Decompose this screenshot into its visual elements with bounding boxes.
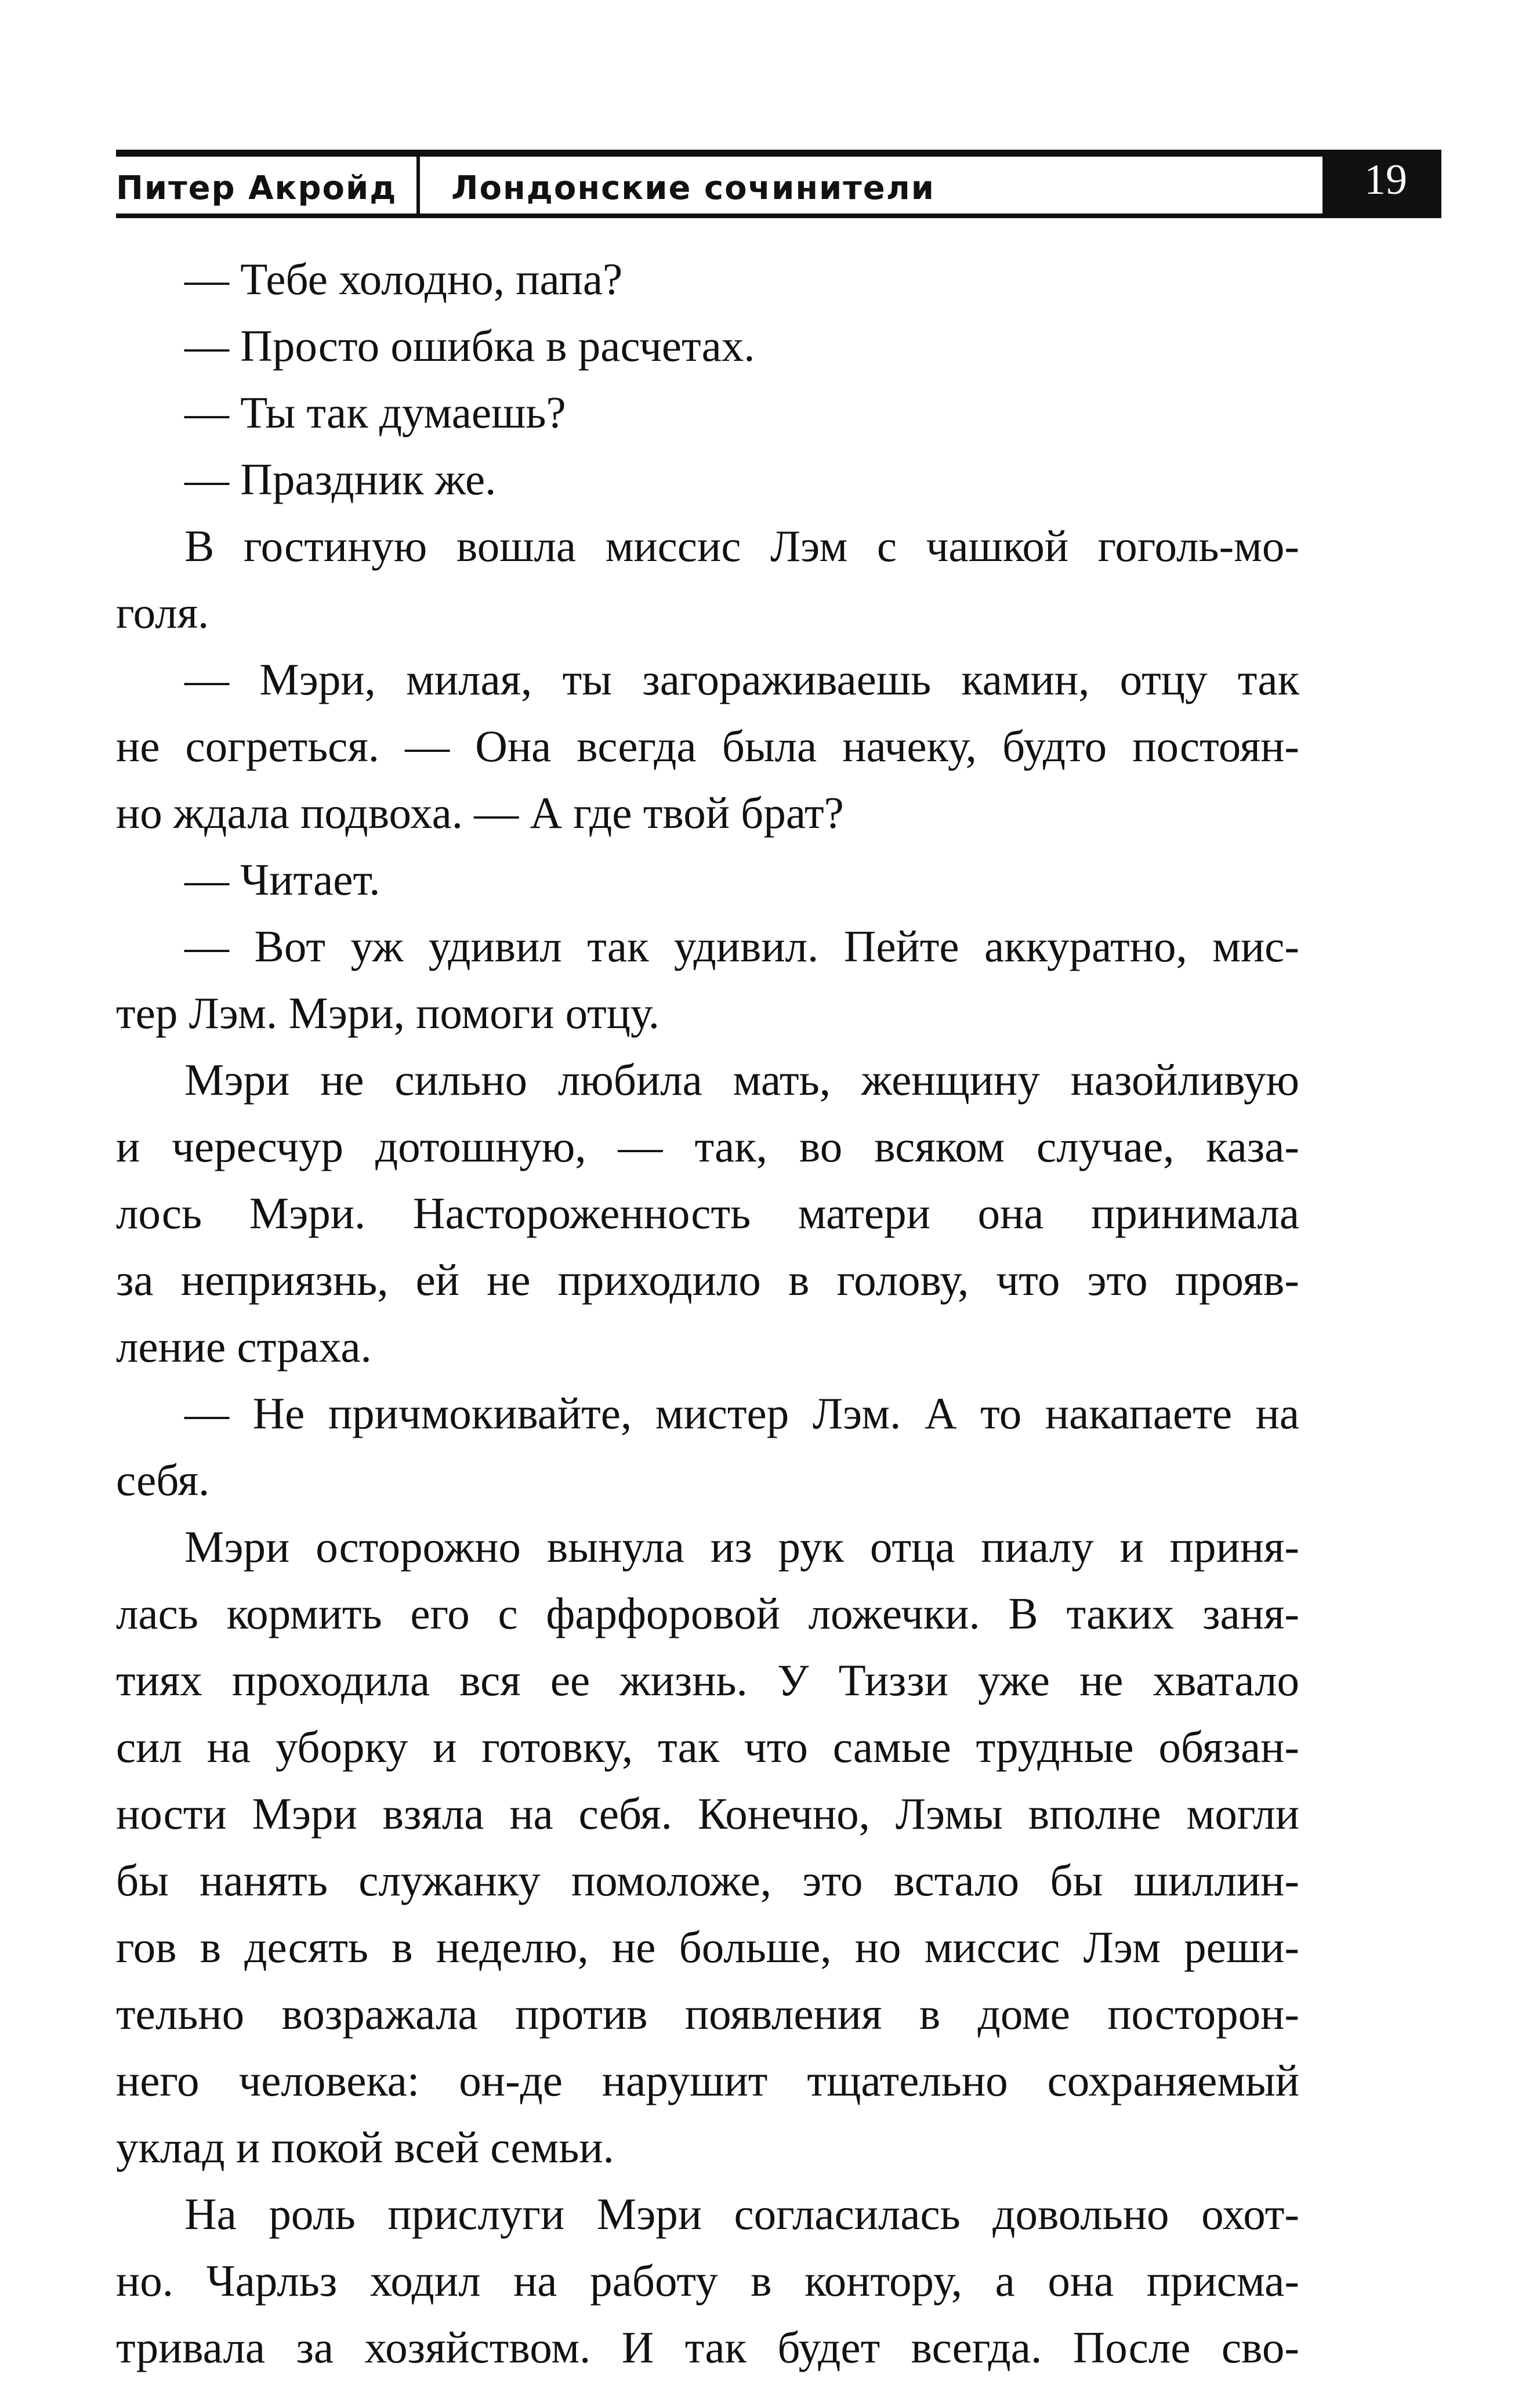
text-line: сил на уборку и готовку, так что самые трудные обязан- bbox=[116, 1722, 1299, 1772]
header-divider bbox=[416, 155, 420, 215]
text-line: — Просто ошибка в расчетах. bbox=[184, 321, 755, 371]
text-line: лось Мэри. Настороженность матери она принимала bbox=[116, 1188, 1299, 1238]
text-line: и чересчур дотошную, — так, во всяком случае, каза- bbox=[116, 1121, 1299, 1171]
header-rule-top bbox=[116, 150, 1322, 157]
text-line: не согреться. — Она всегда была начеку, будто постоян- bbox=[116, 721, 1299, 771]
page-number: 19 bbox=[1322, 150, 1441, 218]
text-line: но ждала подвоха. — А где твой брат? bbox=[116, 788, 844, 838]
header-rule-bottom bbox=[116, 214, 1322, 218]
header-author: Питер Акройд bbox=[116, 169, 397, 207]
text-line: него человека: он-де нарушит тщательно сохраняемый bbox=[116, 2056, 1299, 2105]
text-line: — Читает. bbox=[184, 855, 381, 904]
text-line: лась кормить его с фарфоровой ложечки. В таких заня- bbox=[116, 1588, 1299, 1638]
text-line: но. Чарльз ходил на работу в контору, а она присма- bbox=[116, 2256, 1299, 2306]
text-line: — Тебе холодно, папа? bbox=[184, 254, 623, 304]
text-line: голя. bbox=[116, 588, 209, 638]
text-line: тиях проходила вся ее жизнь. У Тиззи уже не хватало bbox=[116, 1655, 1299, 1705]
text-line: бы нанять служанку помоложе, это встало бы шиллин- bbox=[116, 1855, 1299, 1905]
running-header bbox=[116, 150, 1441, 219]
text-line: — Вот уж удивил так удивил. Пейте аккуратно, мис- bbox=[184, 921, 1299, 971]
text-line: На роль прислуги Мэри согласилась довольно охот- bbox=[184, 2189, 1299, 2239]
body-text bbox=[116, 246, 1299, 2381]
text-line: В гостиную вошла миссис Лэм с чашкой гоголь-мо- bbox=[184, 521, 1299, 571]
text-line: — Не причмокивайте, мистер Лэм. А то накапаете на bbox=[184, 1388, 1299, 1438]
text-line: тривала за хозяйством. И так будет всегда. После сво- bbox=[116, 2322, 1299, 2372]
text-line: тер Лэм. Мэри, помоги отцу. bbox=[116, 988, 660, 1038]
text-line: ление страха. bbox=[116, 1322, 372, 1372]
text-line: — Мэри, милая, ты загораживаешь камин, отцу так bbox=[184, 654, 1299, 704]
text-line: за неприязнь, ей не приходило в голову, что это прояв- bbox=[116, 1255, 1299, 1305]
text-line: гов в десять в неделю, не больше, но миссис Лэм реши- bbox=[116, 1922, 1299, 1972]
text-line: Мэри не сильно любила мать, женщину назойливую bbox=[184, 1055, 1299, 1105]
text-line: ности Мэри взяла на себя. Конечно, Лэмы вполне могли bbox=[116, 1789, 1299, 1839]
text-line: — Праздник же. bbox=[184, 454, 497, 504]
text-line: себя. bbox=[116, 1455, 210, 1505]
text-line: уклад и покой всей семьи. bbox=[116, 2122, 614, 2172]
text-line: тельно возражала против появления в доме посторон- bbox=[116, 1989, 1299, 2039]
text-line: Мэри осторожно вынула из рук отца пиалу и приня- bbox=[184, 1522, 1299, 1572]
header-book-title: Лондонские сочинители bbox=[451, 169, 935, 207]
text-line: — Ты так думаешь? bbox=[184, 388, 566, 437]
